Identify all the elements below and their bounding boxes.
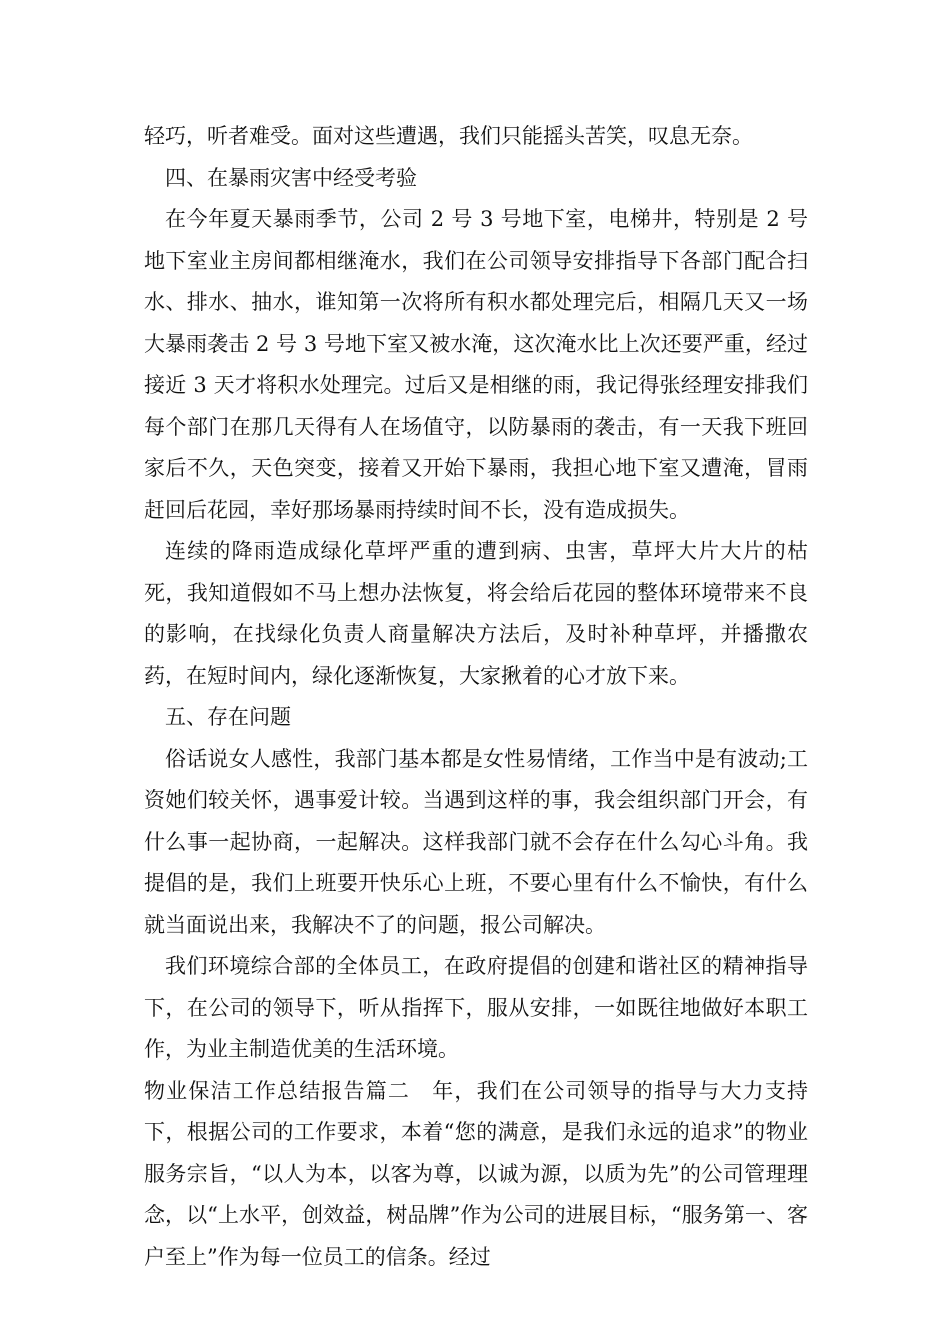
section-heading-4: 四、在暴雨灾害中经受考验 [165,165,417,190]
paragraph-problems: 俗话说女人感性，我部门基本都是女性易情绪，工作当中是有波动;工资她们较关怀，遇事爱计较。当遇到这样的事，我会组织部门开会，有什么事一起协商，一起解决。这样我部门就不会存在什么勾心斗角。我提倡的是，我们上班要开快乐心上班，不要心里有什么不愉快，有什么就当面说出来，我解决不了的问题，报公司解决。 [144,746,808,937]
paragraph-report-two: 物业保洁工作总结报告篇二 年，我们在公司领导的指导与大力支持下，根据公司的工作要求，本着“您的满意，是我们永远的追求”的物业服务宗旨，“以人为本，以客为尊，以诚为源，以质为先”的公司管理理念，以“上水平，创效益，树品牌”作为公司的进展目标，“服务第一、客户至上”作为每一位员工的信条。经过 [144,1078,808,1269]
paragraph-summary: 我们环境综合部的全体员工，在政府提倡的创建和谐社区的精神指导下，在公司的领导下，听从指挥下，服从安排，一如既往地做好本职工作，为业主制造优美的生活环境。 [144,954,808,1061]
document-page [144,116,808,1278]
section-heading-5: 五、存在问题 [165,705,291,729]
paragraph-lawn: 连续的降雨造成绿化草坪严重的遭到病、虫害，草坪大片大片的枯死，我知道假如不马上想办法恢复，将会给后花园的整体环境带来不良的影响，在找绿化负责人商量解决方法后，及时补种草坪，并播撒农药，在短时间内，绿化逐渐恢复，大家揪着的心才放下来。 [144,539,808,688]
paragraph-rainstorm: 在今年夏天暴雨季节，公司 2 号 3 号地下室，电梯井，特别是 2 号地下室业主房间都相继淹水，我们在公司领导安排指导下各部门配合扫水、排水、抽水，谁知第一次将所有积水都处理完后，相隔几天又一场大暴雨袭击 2 号 3 号地下室又被水淹，这次淹水比上次还要严重，经过接近 3 天才将积水处理完。过后又是相继的雨，我记得张经理安排我们每个部门在那几天得有人在场值守，以防暴雨的袭击，有一天我下班回家后不久，天色突变，接着又开始下暴雨，我担心地下室又遭淹，冒雨赶回后花园，幸好那场暴雨持续时间不长，没有造成损失。 [144,207,808,522]
paragraph-continued: 轻巧，听者难受。面对这些遭遇，我们只能摇头苦笑，叹息无奈。 [144,124,753,148]
